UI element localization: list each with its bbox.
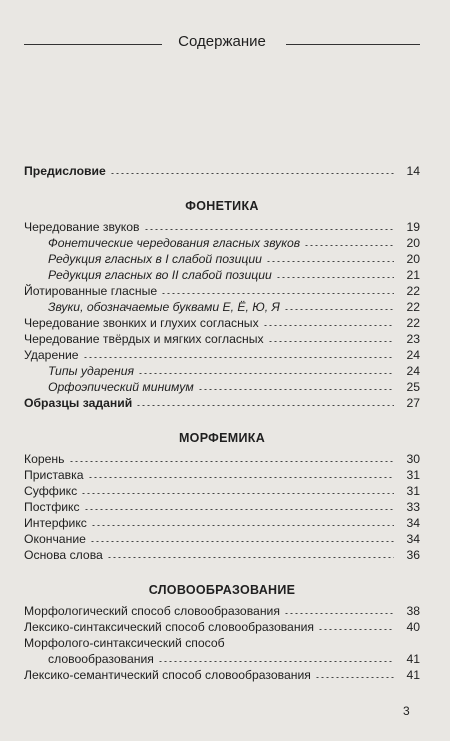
- toc-entry-page: 31: [406, 484, 420, 498]
- toc-entry-text: Орфоэпический минимум: [48, 380, 194, 394]
- toc-entry: [24, 651, 420, 667]
- toc-entry-page: 25: [406, 380, 420, 394]
- toc-entry-text: Морфологический способ словообразования: [24, 604, 280, 618]
- toc-entry: [24, 299, 420, 315]
- toc-entry: [24, 363, 420, 379]
- toc-entry: [24, 603, 420, 619]
- toc-header: [24, 33, 420, 55]
- toc-entry-page: 14: [406, 164, 420, 178]
- toc-entry-text: Редукция гласных в I слабой позиции: [48, 252, 262, 266]
- toc-entry-page: 36: [406, 548, 420, 562]
- leader-dots: [315, 677, 394, 678]
- toc-entry-text: Звуки, обозначаемые буквами Е, Ё, Ю, Я: [48, 300, 280, 314]
- toc-entry-page: 40: [406, 620, 420, 634]
- toc-entry-page: 24: [406, 348, 420, 362]
- leader-dots: [91, 525, 394, 526]
- toc-entry-text: Фонетические чередования гласных звуков: [48, 236, 301, 250]
- toc-entry-text: Йотированные гласные: [24, 284, 158, 298]
- toc-entry-text: Редукция гласных во II слабой позиции: [48, 268, 272, 282]
- header-rule-right: [286, 44, 420, 45]
- toc-entry: [24, 315, 420, 331]
- section-heading-phonetics: ФОНЕТИКА: [185, 199, 259, 213]
- toc-entry-text: Чередование звуков: [24, 220, 140, 234]
- toc-entry-page: 22: [406, 300, 420, 314]
- page-title: Содержание: [178, 33, 266, 50]
- leader-dots: [284, 309, 394, 310]
- toc-entry-page: 27: [406, 396, 420, 410]
- toc-entry: [24, 531, 420, 547]
- toc-entry-text: Корень: [24, 452, 65, 466]
- leader-dots: [84, 509, 394, 510]
- leader-dots: [81, 493, 394, 494]
- toc-entry-text: Лексико-синтаксический способ словообразования: [24, 620, 314, 634]
- toc-entry-page: 41: [406, 668, 420, 682]
- toc-entry-page: 21: [406, 268, 420, 282]
- toc-entry-page: 22: [406, 284, 420, 298]
- toc-entry: [24, 483, 420, 499]
- leader-dots: [83, 357, 394, 358]
- toc-entry-page: 22: [406, 316, 420, 330]
- toc-entry-preface: [24, 163, 420, 179]
- toc-entry: [24, 619, 420, 635]
- toc-entry-text: Лексико-семантический способ словообразования: [24, 668, 311, 682]
- toc-entry-text: Основа слова: [24, 548, 103, 562]
- toc-entry: [24, 219, 420, 235]
- toc-entry: [24, 347, 420, 363]
- leader-dots: [90, 541, 394, 542]
- toc-entry-text: Типы ударения: [48, 364, 135, 378]
- toc-entry-text: Чередование звонких и глухих согласных: [24, 316, 259, 330]
- leader-dots: [107, 557, 394, 558]
- toc-entry-page: 41: [406, 652, 420, 666]
- toc-entry: [24, 515, 420, 531]
- leader-dots: [110, 173, 394, 174]
- leader-dots: [276, 277, 394, 278]
- page-number: 3: [403, 704, 410, 718]
- leader-dots: [284, 613, 394, 614]
- toc-entry-page: 38: [406, 604, 420, 618]
- section-heading-morphemics: МОРФЕМИКА: [178, 431, 266, 445]
- toc-entry-page: 24: [406, 364, 420, 378]
- toc-entry: [24, 395, 420, 411]
- leader-dots: [144, 229, 394, 230]
- toc-entry-page: 34: [406, 516, 420, 530]
- leader-dots: [304, 245, 394, 246]
- toc-entry-text: Предисловие: [24, 164, 106, 178]
- toc-entry: [24, 235, 420, 251]
- toc-entry-text: Интерфикс: [24, 516, 87, 530]
- toc-entry-text: Образцы заданий: [24, 396, 133, 410]
- toc-entry: [24, 467, 420, 483]
- leader-dots: [88, 477, 394, 478]
- toc-entry-text: Ударение: [24, 348, 79, 362]
- toc-entry-text: Постфикс: [24, 500, 80, 514]
- toc-entry-page: 19: [406, 220, 420, 234]
- toc-entry: [24, 331, 420, 347]
- toc-entry: [24, 283, 420, 299]
- leader-dots: [268, 341, 394, 342]
- toc-entry-text: Окончание: [24, 532, 86, 546]
- toc-entry-page: 34: [406, 532, 420, 546]
- section-heading-word-formation: СЛОВООБРАЗОВАНИЕ: [148, 583, 296, 597]
- toc-entry: [24, 267, 420, 283]
- toc-entry: [24, 547, 420, 563]
- toc-entry: [24, 379, 420, 395]
- toc-entry: [24, 635, 420, 651]
- leader-dots: [69, 461, 394, 462]
- toc-entry-text: Суффикс: [24, 484, 78, 498]
- toc-entry-page: 31: [406, 468, 420, 482]
- toc-entry-text: словообразования: [48, 652, 154, 666]
- toc-entry-page: 20: [406, 236, 420, 250]
- toc-entry-text: Чередование твёрдых и мягких согласных: [24, 332, 264, 346]
- toc-entry: [24, 499, 420, 515]
- leader-dots: [198, 389, 394, 390]
- toc-entry-text: Приставка: [24, 468, 84, 482]
- leader-dots: [161, 293, 394, 294]
- leader-dots: [158, 661, 394, 662]
- toc-entry-page: 23: [406, 332, 420, 346]
- leader-dots: [318, 629, 394, 630]
- toc-entry-page: 33: [406, 500, 420, 514]
- leader-dots: [138, 373, 394, 374]
- toc-entry: [24, 667, 420, 683]
- toc-entry-page: 20: [406, 252, 420, 266]
- toc-entry: [24, 251, 420, 267]
- leader-dots: [266, 261, 394, 262]
- toc-entry-text: Морфолого-синтаксический способ: [24, 636, 225, 650]
- toc-entry-page: 30: [406, 452, 420, 466]
- leader-dots: [136, 405, 394, 406]
- toc-entry: [24, 451, 420, 467]
- leader-dots: [263, 325, 394, 326]
